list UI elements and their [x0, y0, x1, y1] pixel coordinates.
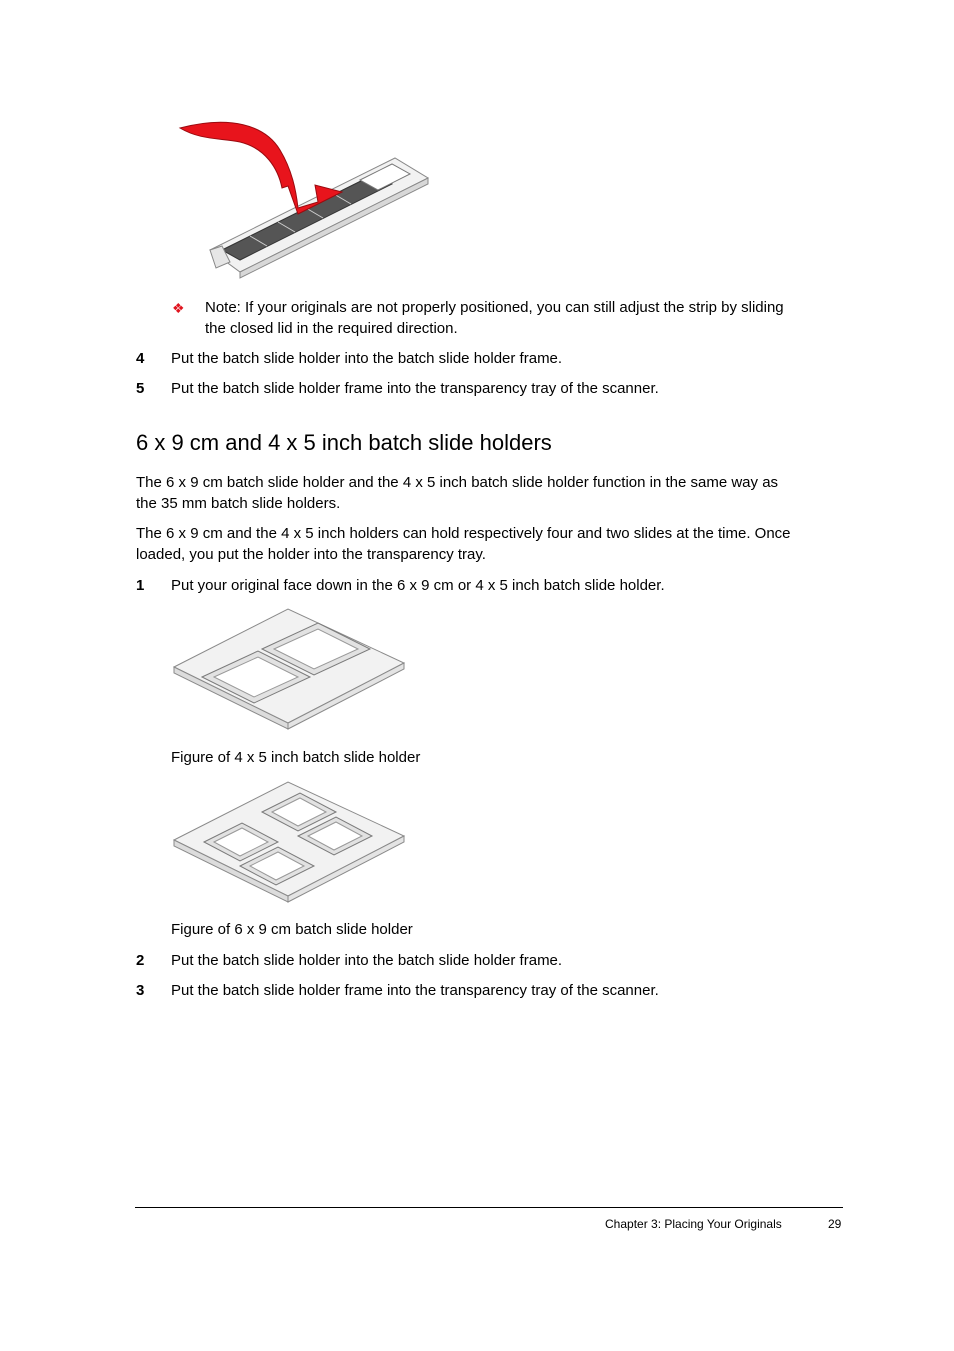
paragraph-2-line1: The 6 x 9 cm and the 4 x 5 inch holders can hold respectively four and two slides at the time. Once	[136, 525, 791, 542]
paragraph-1-line1: The 6 x 9 cm batch slide holder and the 4 x 5 inch batch slide holder function in the same way as	[136, 474, 779, 491]
footer-chapter-title: Chapter 3: Placing Your Originals	[605, 1217, 782, 1231]
step-number: 3	[136, 982, 145, 999]
step-text: Put your original face down in the 6 x 9 cm or 4 x 5 inch batch slide holder.	[171, 577, 665, 594]
section-heading: 6 x 9 cm and 4 x 5 inch batch slide holders	[136, 430, 552, 455]
footer-page-number: 29	[828, 1217, 842, 1231]
batch-slide-holder-4x5-illustration	[170, 605, 410, 735]
step-text: Put the batch slide holder frame into the transparency tray of the scanner.	[171, 982, 659, 999]
footer-divider	[135, 1207, 843, 1208]
slide-holder-strip-illustration	[170, 110, 440, 280]
note-text-line1: Note: If your originals are not properly positioned, you can still adjust the strip by sliding	[205, 299, 784, 316]
figure-caption-4x5: Figure of 4 x 5 inch batch slide holder	[171, 749, 421, 766]
paragraph-1-line2: the 35 mm batch slide holders.	[136, 495, 341, 512]
figure-caption-6x9: Figure of 6 x 9 cm batch slide holder	[171, 921, 413, 938]
step-text: Put the batch slide holder frame into the transparency tray of the scanner.	[171, 380, 659, 397]
step-number: 4	[136, 350, 145, 367]
step-number: 5	[136, 380, 145, 397]
step-number: 2	[136, 952, 145, 969]
note-bullet-icon: ❖	[172, 300, 185, 316]
step-text: Put the batch slide holder into the batch slide holder frame.	[171, 350, 563, 367]
step-text: Put the batch slide holder into the batch slide holder frame.	[171, 952, 563, 969]
step-number: 1	[136, 577, 145, 594]
paragraph-2-line2: loaded, you put the holder into the transparency tray.	[136, 546, 486, 563]
note-text-line2: the closed lid in the required direction.	[205, 320, 458, 337]
batch-slide-holder-6x9-illustration	[170, 778, 410, 908]
